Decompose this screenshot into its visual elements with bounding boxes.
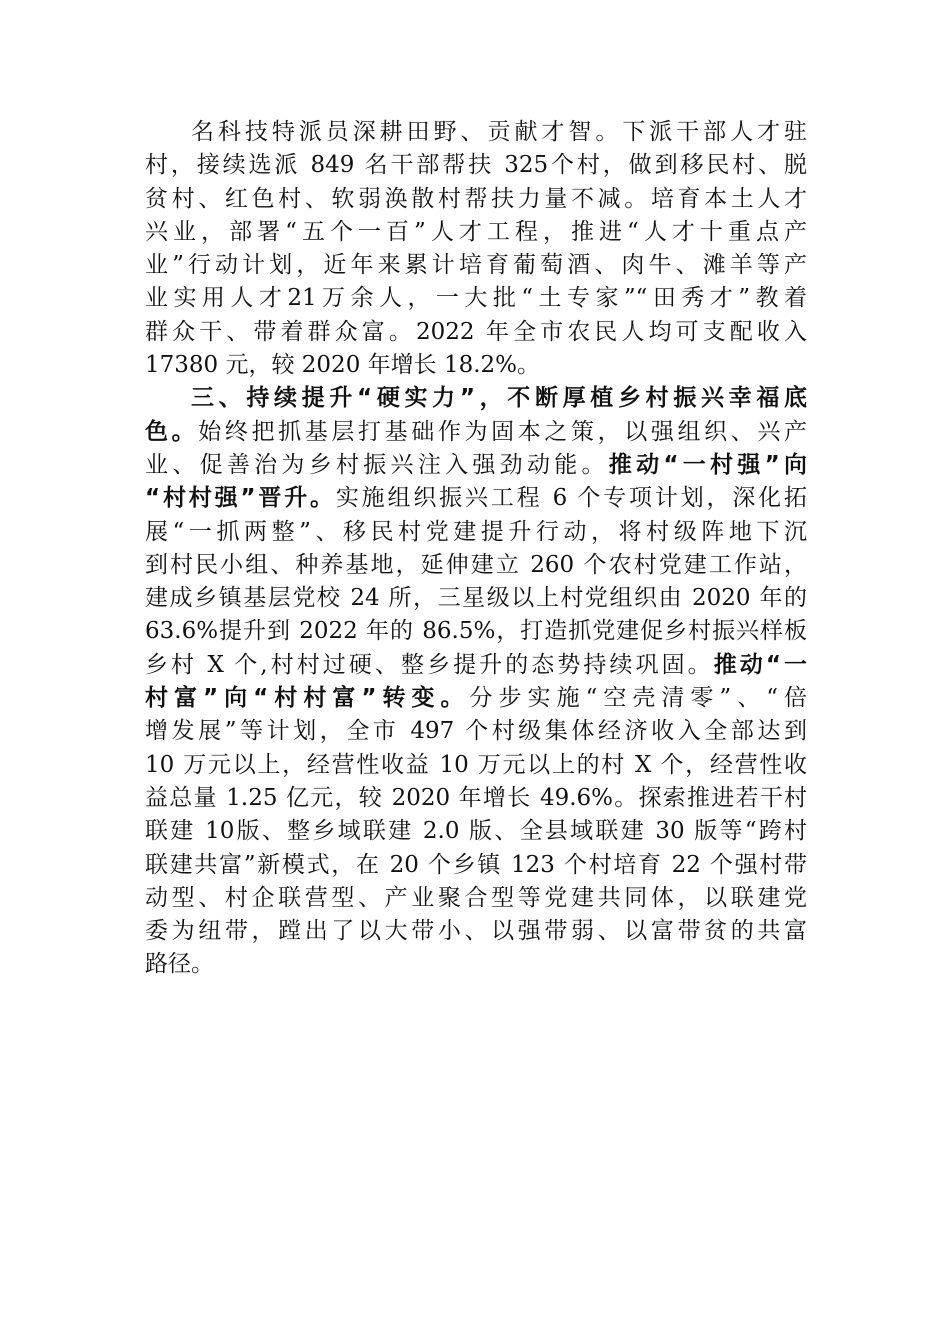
- body-text: [145, 116, 807, 982]
- paragraph2-line-9: [145, 649, 807, 682]
- paragraph2-line-4-text: 实施组织振兴工程 6 个专项计划，深化拓: [335, 485, 807, 512]
- paragraph2-line-4: [145, 482, 807, 515]
- subheading-village-strong-end: “村村强”晋升。: [145, 485, 336, 512]
- paragraph2-line-10: [145, 682, 807, 715]
- paragraph1-line-3: 贫村、红色村、软弱涣散村帮扶力量不减。培育本土人才: [145, 185, 807, 212]
- paragraph1-line-5: 业”行动计划，近年来累计培育葡萄酒、肉牛、滩羊等产: [145, 252, 807, 279]
- subheading-village-rich-end: 村富”向“村村富”转变。: [145, 685, 470, 712]
- paragraph1-line-6: 业实用人才21万余人，一大批“土专家”“田秀才”教着: [145, 285, 807, 312]
- paragraph2-line-6: 到村民小组、种养基地，延伸建立 260 个农村党建工作站，: [145, 551, 807, 578]
- paragraph2-line-9-text: 乡村 X 个,村村过硬、整乡提升的态势持续巩固。: [145, 651, 714, 678]
- paragraph2-line-11: 增发展”等计划，全市 497 个村级集体经济收入全部达到: [145, 718, 807, 745]
- paragraph1-line-8: 17380 元，较 2020 年增长 18.2%。: [145, 352, 541, 379]
- paragraph2-line-10-text: 分步实施“空壳清零”、“倍: [469, 685, 807, 712]
- paragraph2-line-15: 联建共富”新模式，在 20 个乡镇 123 个村培育 22 个强村带: [145, 851, 807, 878]
- paragraph1-line-4: 兴业，部署“五个一百”人才工程，推进“人才十重点产: [145, 218, 807, 245]
- paragraph2-line-2-text: 始终把抓基层打基础作为固本之策，以强组织、兴产: [198, 418, 807, 445]
- paragraph2-line-3: [145, 449, 807, 482]
- paragraph2-line-7: 建成乡镇基层党校 24 所，三星级以上村党组织由 2020 年的: [145, 585, 807, 612]
- paragraph2-line-18: 路径。: [145, 951, 214, 978]
- section-heading-end: 色。: [145, 418, 199, 445]
- paragraph1-line-1: 名科技特派员深耕田野、贡献才智。下派干部人才驻: [191, 119, 807, 145]
- paragraph1-line-7: 群众干、带着群众富。2022 年全市农民人均可支配收入: [145, 318, 807, 345]
- paragraph2-line-3-text: 业、促善治为乡村振兴注入强劲动能。: [145, 451, 609, 478]
- paragraph1-line-2: 村，接续选派 849 名干部帮扶 325个村，做到移民村、脱: [145, 152, 807, 179]
- paragraph2-line-5: 展“一抓两整”、移民村党建提升行动，将村级阵地下沉: [145, 518, 807, 545]
- paragraph2-line-12: 10 万元以上，经营性收益 10 万元以上的村 X 个，经营性收: [145, 751, 807, 778]
- subheading-village-strong-start: 推动“一村强”向: [608, 451, 808, 478]
- subheading-village-rich-start: 推动“一: [713, 651, 807, 678]
- section-heading: [145, 382, 807, 415]
- paragraph2-line-2: [145, 416, 807, 449]
- paragraph2-line-14: 联建 10版、整乡域联建 2.0 版、全县域联建 30 版等“跨村: [145, 818, 807, 845]
- paragraph2-line-13: 益总量 1.25 亿元，较 2020 年增长 49.6%。探索推进若干村: [145, 784, 807, 811]
- paragraph2-line-8: 63.6%提升到 2022 年的 86.5%，打造抓党建促乡村振兴样板: [145, 618, 807, 645]
- paragraph2-line-16: 动型、村企联营型、产业聚合型等党建共同体，以联建党: [145, 884, 807, 911]
- section-heading-text: 三、持续提升“硬实力”，不断厚植乡村振兴幸福底: [191, 385, 807, 412]
- paragraph2-line-17: 委为纽带，蹚出了以大带小、以强带弱、以富带贫的共富: [145, 918, 807, 945]
